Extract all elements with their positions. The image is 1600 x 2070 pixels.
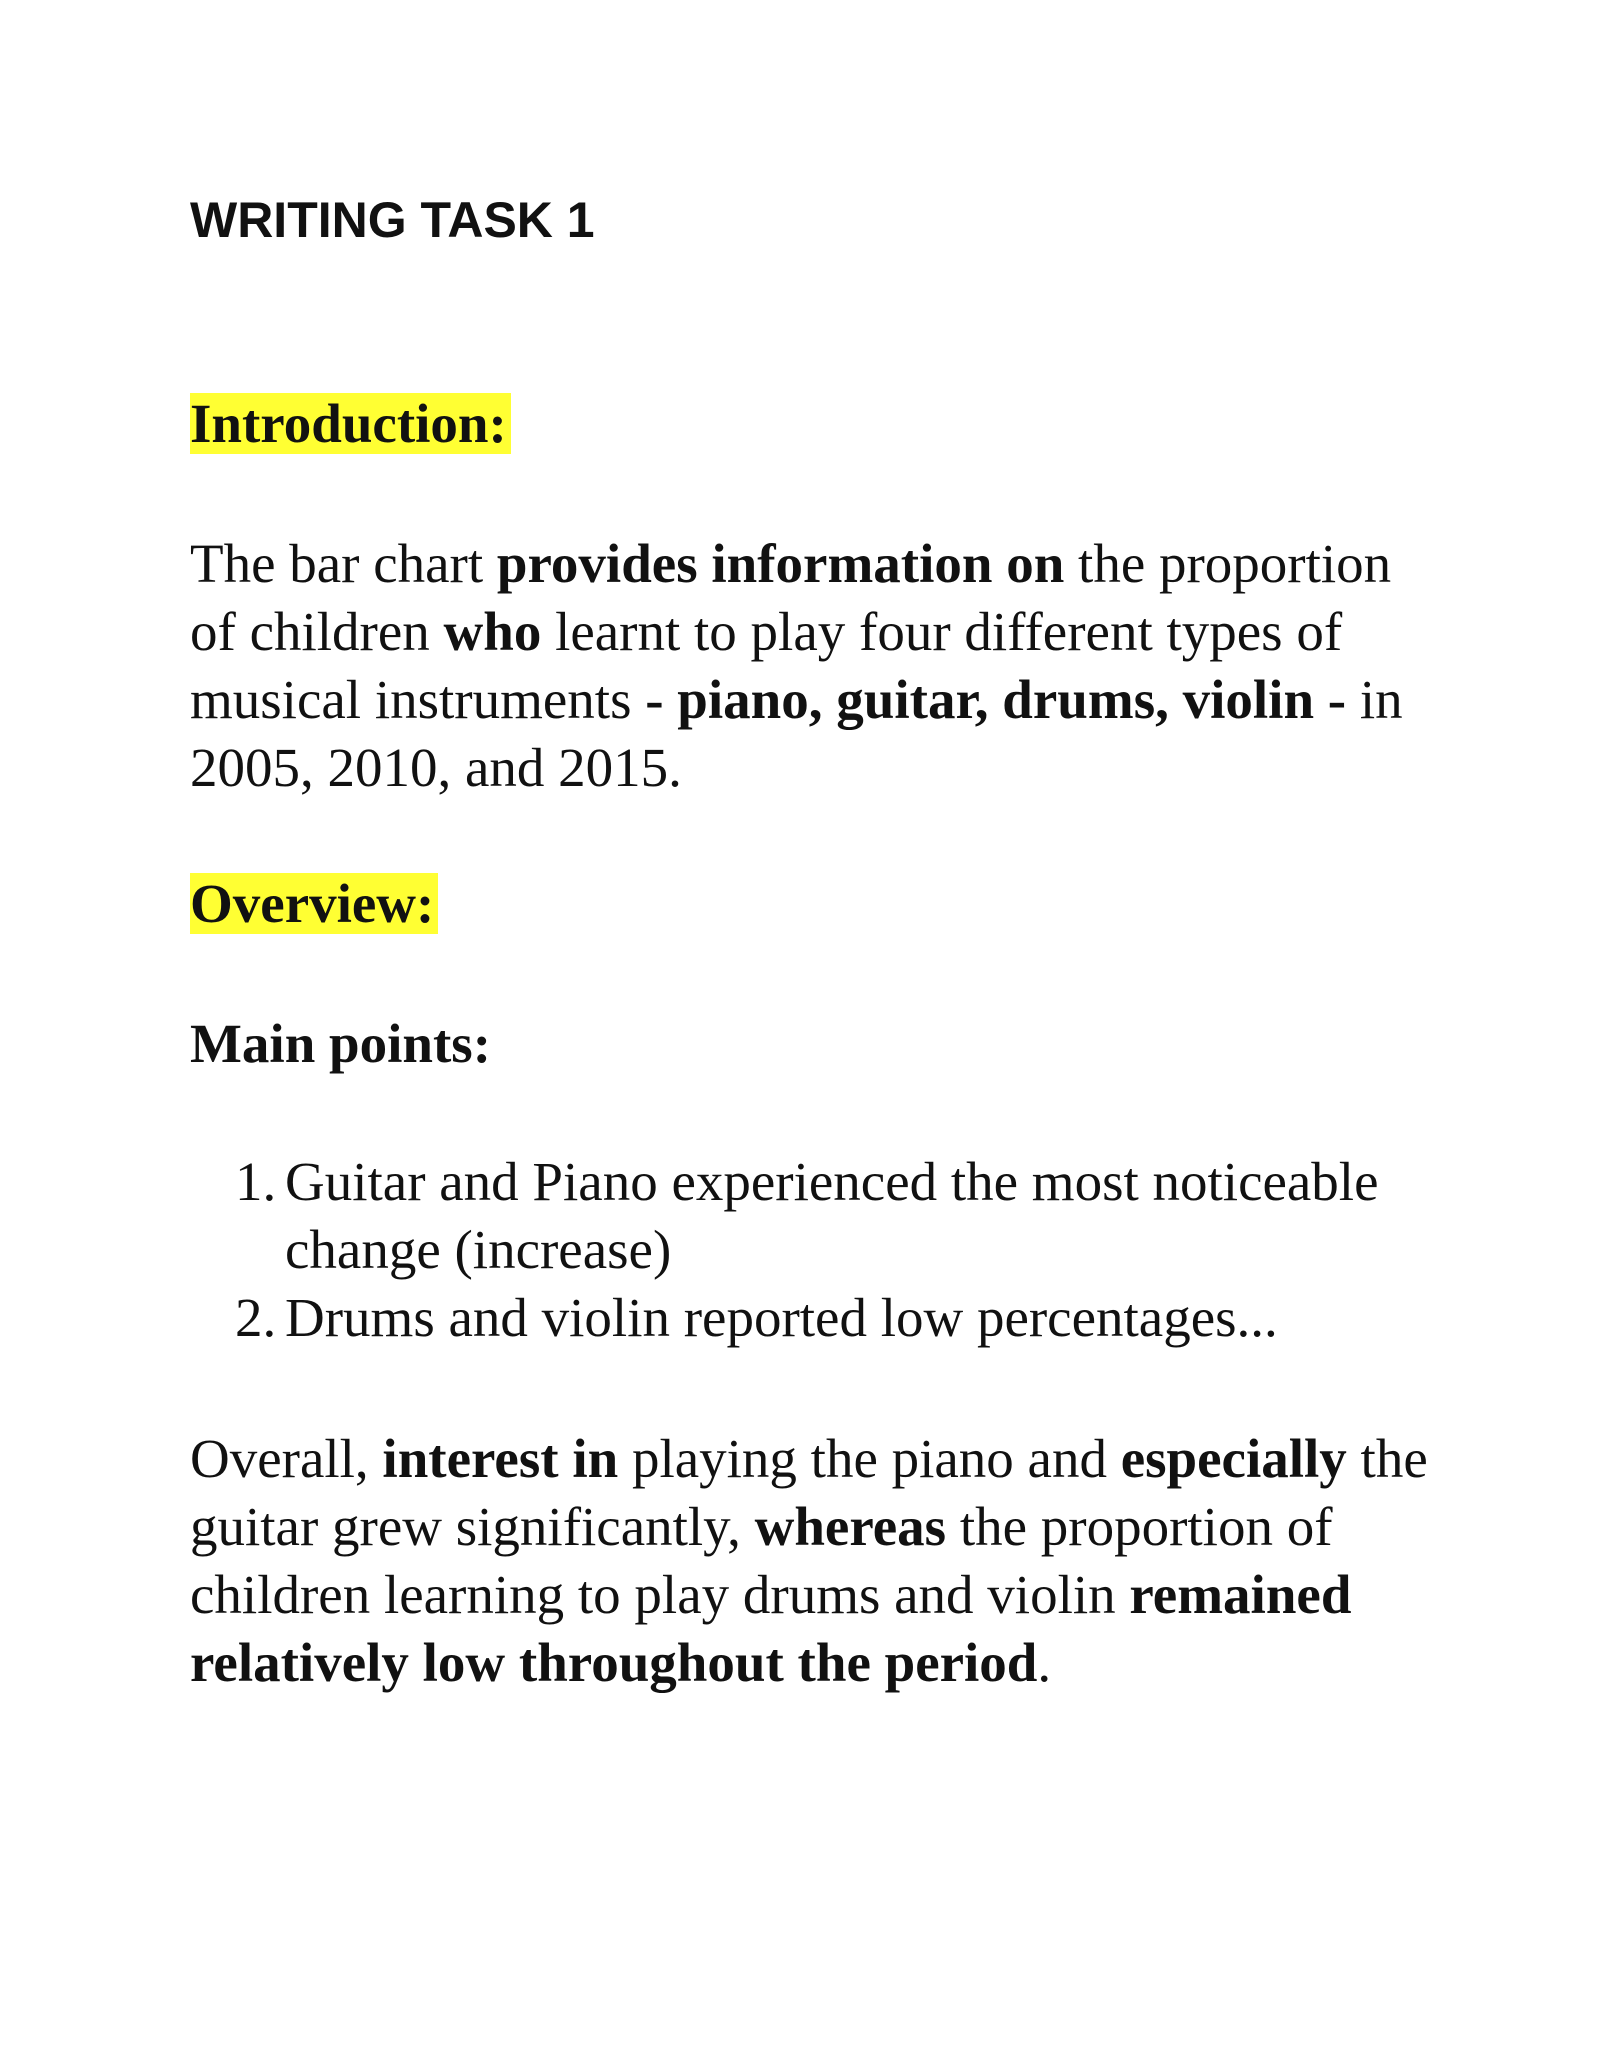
main-point-text: Guitar and Piano experienced the most noticeable change (increase) [285,1151,1379,1280]
introduction-paragraph [190,530,1440,802]
intro-segment: learnt to play four different types of musical instruments [190,601,1343,730]
overview-bold-segment: interest in [382,1428,619,1489]
overview-segment: Overall, [190,1428,383,1489]
introduction-heading-highlight: Introduction: [190,393,511,454]
main-points-list [235,1148,1435,1352]
overview-bold-segment: whereas [754,1496,947,1557]
document-title: WRITING TASK 1 [190,192,595,248]
overview-bold-segment: especially [1120,1428,1347,1489]
main-point-number: 2. [235,1287,277,1348]
intro-bold-segment: who [443,601,542,662]
overview-heading [190,870,438,938]
intro-segment: in 2005, 2010, and 2015. [190,669,1403,798]
intro-segment: the proportion of children [190,533,1392,662]
introduction-heading [190,390,511,458]
intro-bold-segment: provides information on [496,533,1065,594]
intro-bold-segment: - piano, guitar, drums, violin - [645,669,1347,730]
main-point-item [235,1148,1435,1284]
overview-bold-segment: remained relatively low throughout the period [190,1564,1352,1693]
main-points-heading: Main points: [190,1013,492,1074]
overview-segment: . [1037,1632,1052,1693]
overview-paragraph [190,1425,1440,1697]
main-point-text: Drums and violin reported low percentages... [285,1287,1278,1348]
intro-segment: The bar chart [190,533,497,594]
overview-segment: the guitar grew significantly, [190,1428,1428,1557]
overview-segment: playing the piano and [618,1428,1121,1489]
main-point-item [235,1284,1435,1352]
main-point-number: 1. [235,1151,277,1212]
overview-heading-highlight: Overview: [190,873,438,934]
overview-segment: the proportion of children learning to play drums and violin [190,1496,1333,1625]
